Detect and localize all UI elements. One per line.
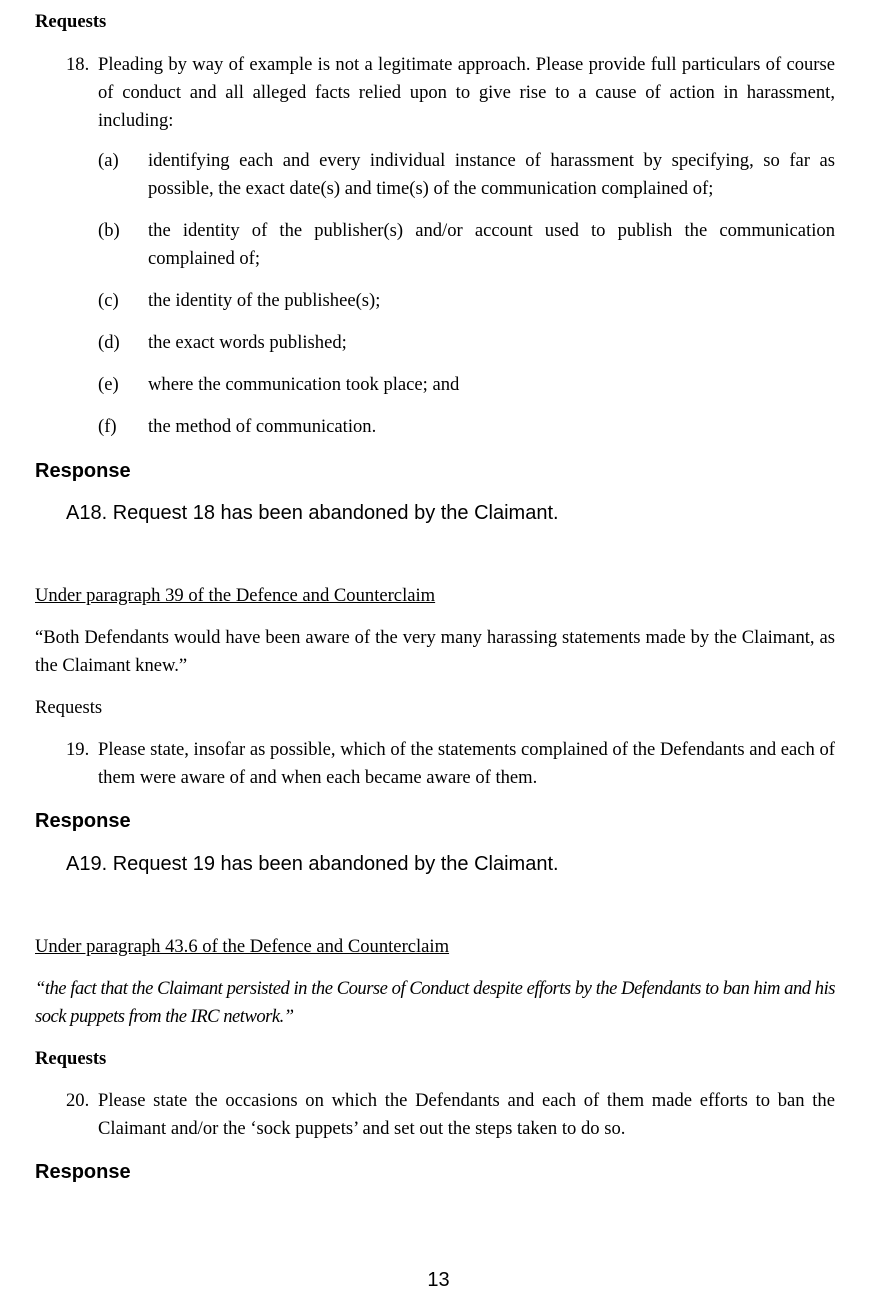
- page-number: 13: [427, 1269, 450, 1291]
- requests-heading-19: Requests: [35, 697, 103, 718]
- request-item-c: [35, 287, 835, 315]
- section-heading-43-6: Under paragraph 43.6 of the Defence and Counterclaim: [35, 936, 450, 957]
- item-text: the identity of the publisher(s) and/or account used to publish the communication complained of;: [148, 220, 835, 269]
- response-heading-18: Response: [35, 460, 131, 482]
- section-heading-39: Under paragraph 39 of the Defence and Counterclaim: [35, 585, 436, 606]
- request-18: [35, 51, 835, 135]
- request-text: Please state the occasions on which the Defendants and each of them made efforts to ban the Claimant and/or the ‘sock puppets’ and set out the steps taken to do so.: [98, 1090, 835, 1139]
- item-label: (f): [98, 416, 117, 437]
- requests-heading-18: Requests: [35, 11, 107, 32]
- item-label: (d): [98, 332, 120, 353]
- request-20: [35, 1087, 835, 1143]
- request-item-a: [35, 147, 835, 203]
- request-text: Please state, insofar as possible, which of the statements complained of the Defendants and each of them were aware of and when each became aware of them.: [98, 739, 835, 788]
- item-label: (e): [98, 374, 119, 395]
- item-text: the identity of the publishee(s);: [148, 290, 381, 311]
- item-text: where the communication took place; and: [148, 374, 460, 395]
- requests-heading-20: Requests: [35, 1048, 107, 1069]
- item-text: identifying each and every individual instance of harassment by specifying, so far as possible, the exact date(s) and time(s) of the communication complained of;: [148, 150, 835, 199]
- response-heading-20: Response: [35, 1161, 131, 1183]
- answer-18: A18. Request 18 has been abandoned by the Claimant.: [66, 502, 559, 524]
- request-item-d: [35, 329, 835, 357]
- item-label: (a): [98, 150, 119, 171]
- request-text: Pleading by way of example is not a legitimate approach. Please provide full particulars of course of conduct and all alleged facts relied upon to give rise to a cause of action in harassment, including:: [98, 54, 835, 131]
- answer-19: A19. Request 19 has been abandoned by the Claimant.: [66, 853, 559, 875]
- request-item-f: [35, 413, 835, 441]
- request-number: 18.: [66, 54, 90, 75]
- quote-43-6: “the fact that the Claimant persisted in the Course of Conduct despite efforts by the Defendants to ban him and his sock puppets from the IRC network.”: [35, 978, 835, 1027]
- response-heading-19: Response: [35, 810, 131, 832]
- request-19: [35, 736, 835, 792]
- request-item-b: [35, 217, 835, 273]
- item-label: (c): [98, 290, 119, 311]
- request-item-e: [35, 371, 835, 399]
- request-number: 20.: [66, 1090, 90, 1111]
- item-text: the method of communication.: [148, 416, 377, 437]
- item-label: (b): [98, 220, 120, 241]
- request-number: 19.: [66, 739, 90, 760]
- item-text: the exact words published;: [148, 332, 347, 353]
- quote-39: “Both Defendants would have been aware of the very many harassing statements made by the Claimant, as the Claimant knew.”: [35, 627, 835, 676]
